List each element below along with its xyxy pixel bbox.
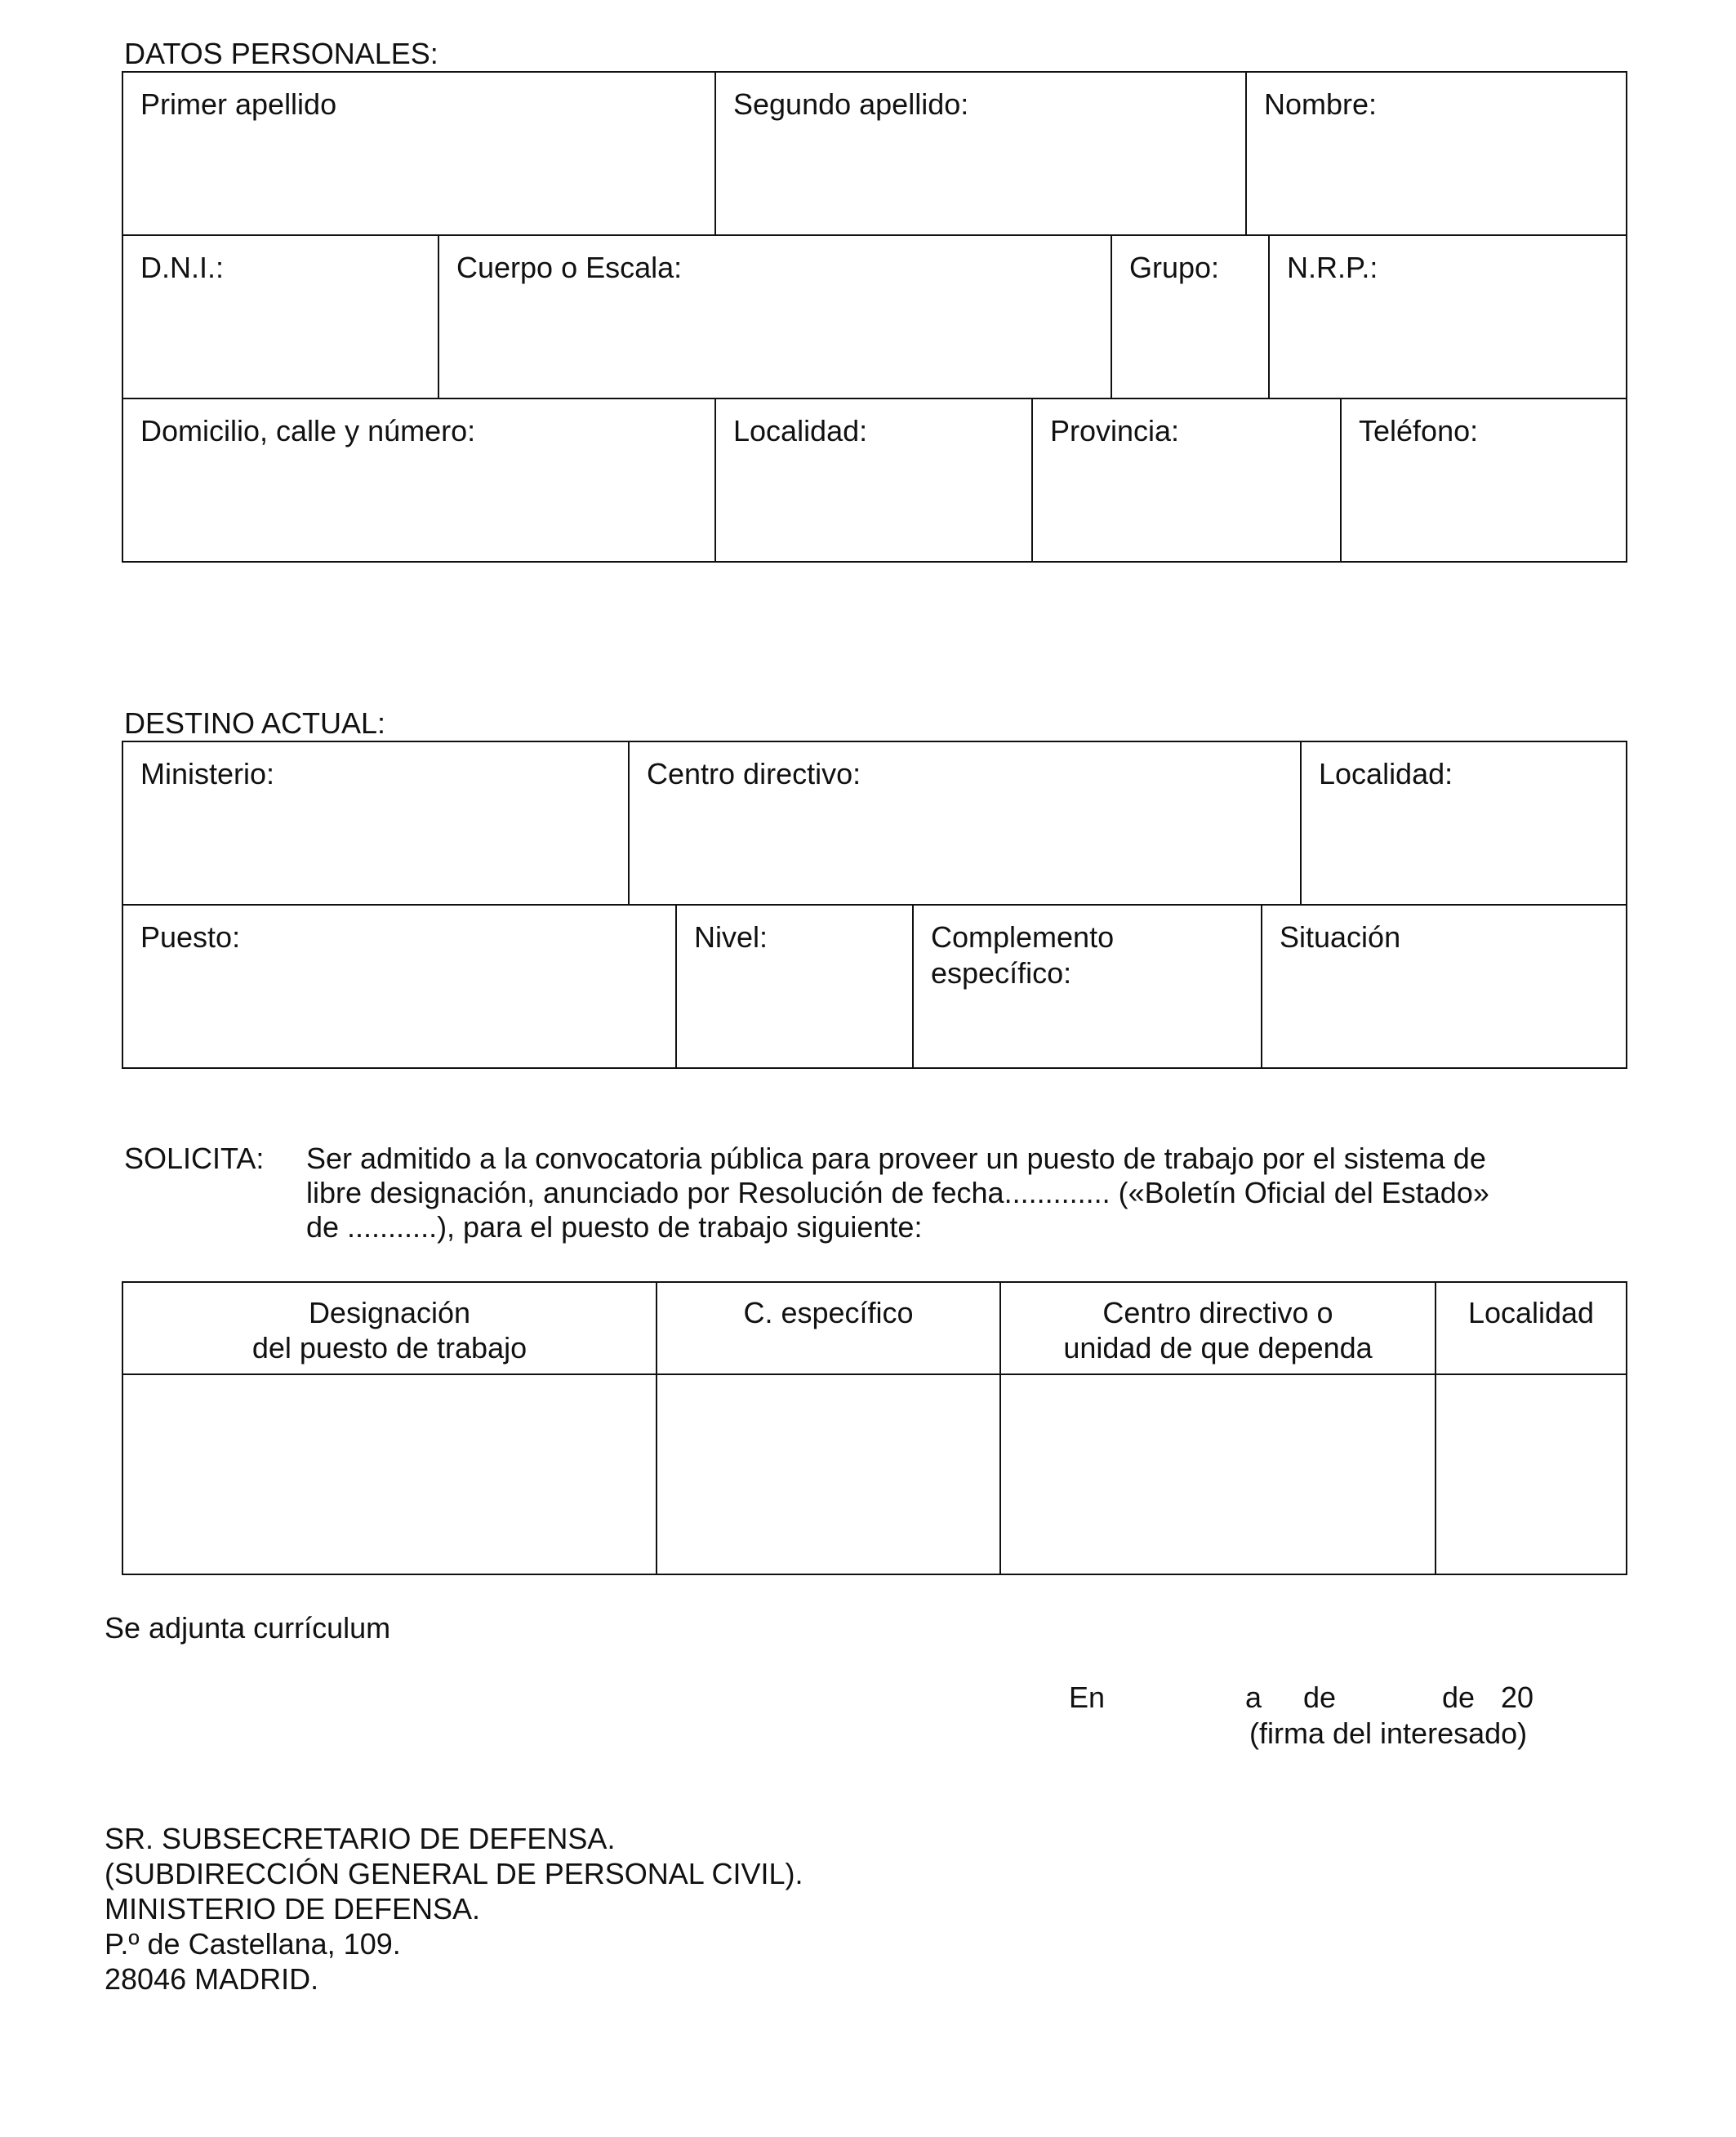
telefono-label: Teléfono:: [1359, 414, 1479, 447]
designacion-input[interactable]: [124, 1376, 655, 1573]
grupo-field[interactable]: [1113, 237, 1267, 397]
divider: [628, 741, 630, 905]
centro-line-2: unidad de que dependa: [1063, 1331, 1373, 1365]
adjunta-curriculum: Se adjunta currículum: [105, 1611, 391, 1645]
nivel-field[interactable]: [678, 906, 911, 1066]
divider: [912, 904, 914, 1069]
nrp-label: N.R.P.:: [1287, 251, 1378, 284]
divider: [1340, 398, 1342, 563]
col-header-centro-directivo: [1002, 1295, 1434, 1365]
localidad-field[interactable]: [717, 400, 1030, 560]
complemento-especifico-field[interactable]: [915, 906, 1260, 1066]
c-especifico-input[interactable]: [658, 1376, 999, 1573]
segundo-apellido-field[interactable]: [717, 73, 1244, 234]
domicilio-label: Domicilio, calle y número:: [140, 414, 476, 447]
grupo-label: Grupo:: [1129, 251, 1220, 284]
complemento-line-2: específico:: [931, 956, 1072, 990]
designacion-line-2: del puesto de trabajo: [251, 1331, 527, 1365]
nombre-label: Nombre:: [1264, 87, 1378, 121]
destino-localidad-field[interactable]: [1302, 743, 1625, 903]
header-divider: [122, 1373, 1627, 1375]
solicita-line-3: de ...........), para el puesto de trabajo siguiente:: [306, 1210, 923, 1244]
fecha-en: En: [1069, 1681, 1106, 1714]
nombre-field[interactable]: [1248, 73, 1625, 234]
nrp-field[interactable]: [1271, 237, 1625, 397]
divider: [122, 904, 1627, 906]
centro-directivo-label: Centro directivo:: [647, 757, 861, 790]
segundo-apellido-label: Segundo apellido:: [733, 87, 969, 121]
designacion-line-1: Designación: [308, 1296, 471, 1329]
address-line-1: SR. SUBSECRETARIO DE DEFENSA.: [105, 1822, 616, 1855]
address-line-5: 28046 MADRID.: [105, 1962, 319, 1996]
divider: [999, 1281, 1001, 1575]
divider: [122, 234, 1627, 236]
localidad-input[interactable]: [1437, 1376, 1625, 1573]
centro-line-1: Centro directivo o: [1102, 1296, 1333, 1329]
col-header-c-especifico: C. específico: [743, 1296, 914, 1329]
divider: [1300, 741, 1302, 905]
address-line-2: (SUBDIRECCIÓN GENERAL DE PERSONAL CIVIL).: [105, 1857, 803, 1890]
divider: [438, 234, 439, 398]
domicilio-field[interactable]: [124, 400, 714, 560]
primer-apellido-field[interactable]: [124, 73, 714, 234]
puesto-field[interactable]: [124, 906, 674, 1066]
provincia-field[interactable]: [1034, 400, 1339, 560]
provincia-label: Provincia:: [1050, 414, 1180, 447]
fecha-a: a: [1245, 1681, 1262, 1714]
nivel-label: Nivel:: [694, 920, 768, 954]
divider: [1435, 1281, 1436, 1575]
divider: [1111, 234, 1112, 398]
localidad-label: Localidad:: [733, 414, 868, 447]
fecha-de-1: de: [1303, 1681, 1337, 1714]
destino-actual-title: DESTINO ACTUAL:: [124, 706, 386, 740]
dni-field[interactable]: [124, 237, 437, 397]
datos-personales-title: DATOS PERSONALES:: [124, 37, 438, 70]
centro-directivo-field[interactable]: [630, 743, 1299, 903]
firma-interesado: (firma del interesado): [1249, 1716, 1528, 1750]
divider: [1245, 71, 1247, 235]
situacion-label: Situación: [1280, 920, 1401, 954]
primer-apellido-label: Primer apellido: [140, 87, 337, 121]
destino-localidad-label: Localidad:: [1319, 757, 1453, 790]
divider: [714, 71, 716, 235]
puesto-label: Puesto:: [140, 920, 241, 954]
divider: [675, 904, 677, 1069]
solicita-line-2: libre designación, anunciado por Resolución de fecha............. («Boletín Oficial del Estado»: [306, 1176, 1489, 1209]
solicita-label: SOLICITA:: [124, 1142, 265, 1175]
fecha-year: 20: [1501, 1681, 1534, 1714]
divider: [1031, 398, 1033, 563]
col-header-localidad: Localidad: [1467, 1296, 1595, 1329]
fecha-de-2: de: [1442, 1681, 1476, 1714]
divider: [656, 1281, 657, 1575]
cuerpo-escala-label: Cuerpo o Escala:: [456, 251, 683, 284]
centro-directivo-input[interactable]: [1002, 1376, 1434, 1573]
divider: [1268, 234, 1270, 398]
divider: [122, 398, 1627, 399]
ministerio-field[interactable]: [124, 743, 627, 903]
cuerpo-escala-field[interactable]: [440, 237, 1110, 397]
divider: [1261, 904, 1262, 1069]
telefono-field[interactable]: [1342, 400, 1625, 560]
address-line-3: MINISTERIO DE DEFENSA.: [105, 1892, 481, 1926]
situacion-field[interactable]: [1263, 906, 1625, 1066]
address-line-4: P.º de Castellana, 109.: [105, 1927, 401, 1961]
ministerio-label: Ministerio:: [140, 757, 275, 790]
solicita-line-1: Ser admitido a la convocatoria pública para proveer un puesto de trabajo por el sistema de: [306, 1142, 1486, 1175]
divider: [714, 398, 716, 563]
complemento-especifico-label: [931, 919, 1114, 991]
col-header-designacion: [124, 1295, 655, 1365]
dni-label: D.N.I.:: [140, 251, 225, 284]
complemento-line-1: Complemento: [931, 920, 1115, 954]
